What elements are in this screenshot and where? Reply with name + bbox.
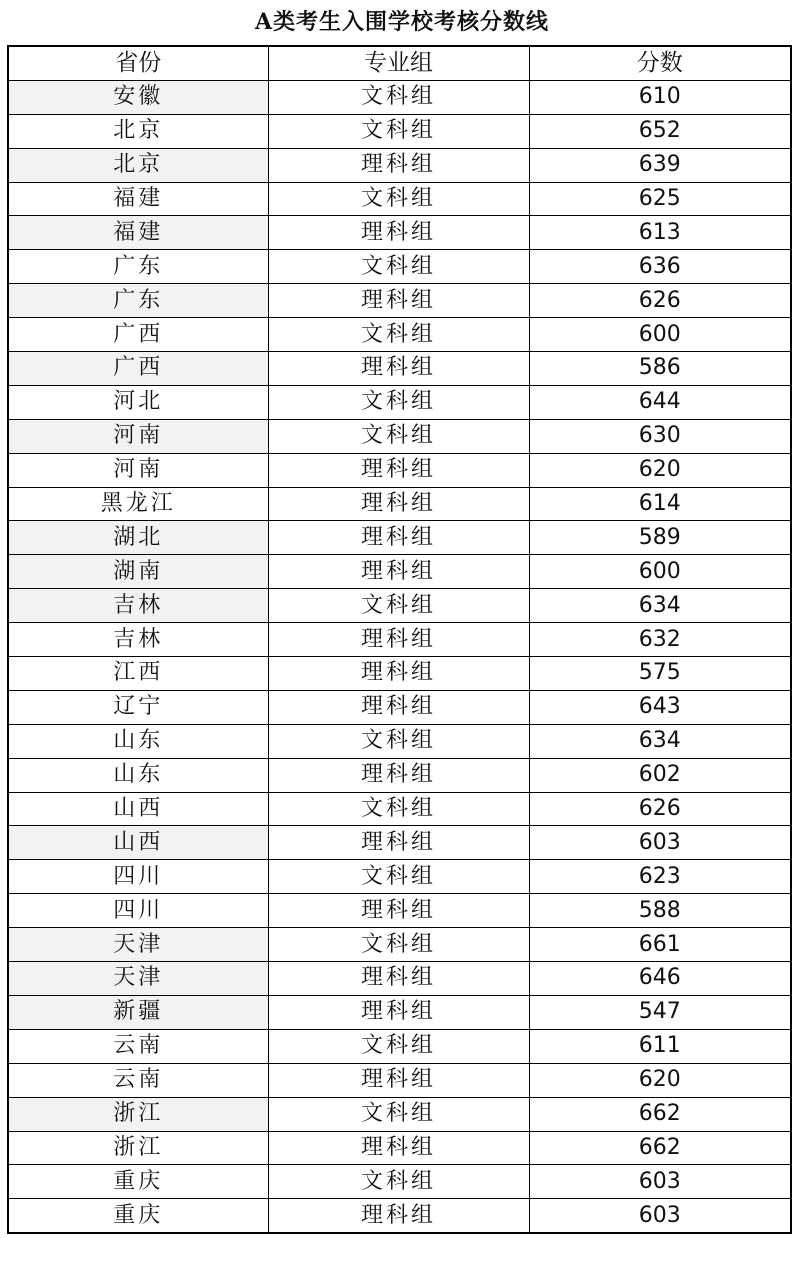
cell-score: 588	[529, 894, 791, 928]
table-row	[8, 995, 791, 1029]
cell-group: 文科组	[268, 80, 529, 114]
cell-group: 理科组	[268, 657, 529, 691]
table-row	[8, 690, 791, 724]
column-header-province: 省份	[8, 46, 268, 80]
cell-score: 646	[529, 962, 791, 996]
cell-province: 辽宁	[8, 690, 268, 724]
cell-province: 广西	[8, 352, 268, 386]
table-row	[8, 148, 791, 182]
cell-score: 589	[529, 521, 791, 555]
table-row	[8, 284, 791, 318]
cell-province: 云南	[8, 1029, 268, 1063]
cell-score: 625	[529, 182, 791, 216]
cell-score: 611	[529, 1029, 791, 1063]
cell-group: 理科组	[268, 148, 529, 182]
cell-province: 云南	[8, 1063, 268, 1097]
cell-score: 626	[529, 792, 791, 826]
cell-score: 603	[529, 826, 791, 860]
cell-group: 文科组	[268, 860, 529, 894]
cell-group: 理科组	[268, 1199, 529, 1233]
cell-group: 理科组	[268, 352, 529, 386]
cell-province: 北京	[8, 114, 268, 148]
table-row	[8, 657, 791, 691]
cell-group: 理科组	[268, 521, 529, 555]
cell-score: 547	[529, 995, 791, 1029]
cell-score: 626	[529, 284, 791, 318]
table-row	[8, 385, 791, 419]
cell-province: 广西	[8, 318, 268, 352]
cell-group: 文科组	[268, 1165, 529, 1199]
table-row	[8, 1131, 791, 1165]
cell-province: 天津	[8, 962, 268, 996]
cell-score: 602	[529, 758, 791, 792]
table-row	[8, 453, 791, 487]
cell-group: 文科组	[268, 318, 529, 352]
table-row	[8, 758, 791, 792]
table-row	[8, 860, 791, 894]
cell-province: 湖南	[8, 555, 268, 589]
cell-group: 理科组	[268, 453, 529, 487]
cell-group: 理科组	[268, 623, 529, 657]
table-row	[8, 589, 791, 623]
cell-score: 600	[529, 555, 791, 589]
table-row	[8, 1029, 791, 1063]
cell-province: 黑龙江	[8, 487, 268, 521]
cell-group: 理科组	[268, 995, 529, 1029]
cell-score: 614	[529, 487, 791, 521]
cell-group: 文科组	[268, 385, 529, 419]
table-row	[8, 318, 791, 352]
table-row	[8, 419, 791, 453]
cell-score: 623	[529, 860, 791, 894]
cell-score: 644	[529, 385, 791, 419]
table-row	[8, 80, 791, 114]
table-row	[8, 1097, 791, 1131]
cell-province: 重庆	[8, 1199, 268, 1233]
cell-province: 北京	[8, 148, 268, 182]
table-row	[8, 894, 791, 928]
cell-score: 639	[529, 148, 791, 182]
table-row	[8, 216, 791, 250]
cell-score: 636	[529, 250, 791, 284]
cell-province: 山西	[8, 826, 268, 860]
table-row	[8, 555, 791, 589]
table-row	[8, 623, 791, 657]
cell-province: 浙江	[8, 1097, 268, 1131]
cell-province: 福建	[8, 216, 268, 250]
cell-province: 四川	[8, 894, 268, 928]
cell-score: 661	[529, 928, 791, 962]
cell-group: 理科组	[268, 216, 529, 250]
cell-score: 613	[529, 216, 791, 250]
cell-group: 理科组	[268, 690, 529, 724]
cell-score: 632	[529, 623, 791, 657]
cell-province: 四川	[8, 860, 268, 894]
cell-score: 643	[529, 690, 791, 724]
cell-group: 理科组	[268, 826, 529, 860]
cell-group: 理科组	[268, 894, 529, 928]
cell-province: 山西	[8, 792, 268, 826]
cell-province: 安徽	[8, 80, 268, 114]
score-table	[7, 45, 792, 1234]
table-row	[8, 250, 791, 284]
cell-score: 620	[529, 453, 791, 487]
cell-score: 620	[529, 1063, 791, 1097]
cell-province: 浙江	[8, 1131, 268, 1165]
cell-province: 江西	[8, 657, 268, 691]
cell-group: 文科组	[268, 928, 529, 962]
cell-group: 理科组	[268, 487, 529, 521]
cell-province: 新疆	[8, 995, 268, 1029]
cell-province: 山东	[8, 724, 268, 758]
cell-province: 吉林	[8, 623, 268, 657]
cell-group: 文科组	[268, 419, 529, 453]
cell-score: 575	[529, 657, 791, 691]
table-row	[8, 962, 791, 996]
table-row	[8, 352, 791, 386]
cell-province: 福建	[8, 182, 268, 216]
cell-province: 广东	[8, 284, 268, 318]
cell-group: 文科组	[268, 589, 529, 623]
column-header-score: 分数	[529, 46, 791, 80]
table-row	[8, 1165, 791, 1199]
cell-province: 广东	[8, 250, 268, 284]
table-header-row	[8, 46, 791, 80]
cell-score: 634	[529, 589, 791, 623]
cell-group: 理科组	[268, 1131, 529, 1165]
cell-group: 文科组	[268, 182, 529, 216]
cell-group: 理科组	[268, 555, 529, 589]
cell-province: 重庆	[8, 1165, 268, 1199]
cell-score: 600	[529, 318, 791, 352]
cell-province: 河南	[8, 419, 268, 453]
table-row	[8, 487, 791, 521]
cell-province: 天津	[8, 928, 268, 962]
cell-group: 文科组	[268, 1097, 529, 1131]
table-row	[8, 1063, 791, 1097]
cell-province: 山东	[8, 758, 268, 792]
cell-group: 理科组	[268, 284, 529, 318]
column-header-group: 专业组	[268, 46, 529, 80]
table-row	[8, 1199, 791, 1233]
cell-group: 理科组	[268, 758, 529, 792]
cell-group: 理科组	[268, 1063, 529, 1097]
cell-group: 文科组	[268, 724, 529, 758]
table-body	[8, 80, 791, 1233]
table-row	[8, 182, 791, 216]
cell-group: 文科组	[268, 1029, 529, 1063]
table-row	[8, 928, 791, 962]
cell-group: 文科组	[268, 250, 529, 284]
cell-province: 吉林	[8, 589, 268, 623]
cell-province: 河北	[8, 385, 268, 419]
table-row	[8, 792, 791, 826]
cell-group: 理科组	[268, 962, 529, 996]
cell-province: 湖北	[8, 521, 268, 555]
cell-score: 586	[529, 352, 791, 386]
cell-score: 634	[529, 724, 791, 758]
cell-province: 河南	[8, 453, 268, 487]
table-row	[8, 724, 791, 758]
cell-group: 文科组	[268, 792, 529, 826]
cell-score: 610	[529, 80, 791, 114]
cell-group: 文科组	[268, 114, 529, 148]
cell-score: 662	[529, 1097, 791, 1131]
cell-score: 630	[529, 419, 791, 453]
cell-score: 603	[529, 1199, 791, 1233]
page-title: A类考生入围学校考核分数线	[254, 9, 550, 35]
table-row	[8, 826, 791, 860]
cell-score: 652	[529, 114, 791, 148]
table-row	[8, 521, 791, 555]
cell-score: 662	[529, 1131, 791, 1165]
table-row	[8, 114, 791, 148]
cell-score: 603	[529, 1165, 791, 1199]
